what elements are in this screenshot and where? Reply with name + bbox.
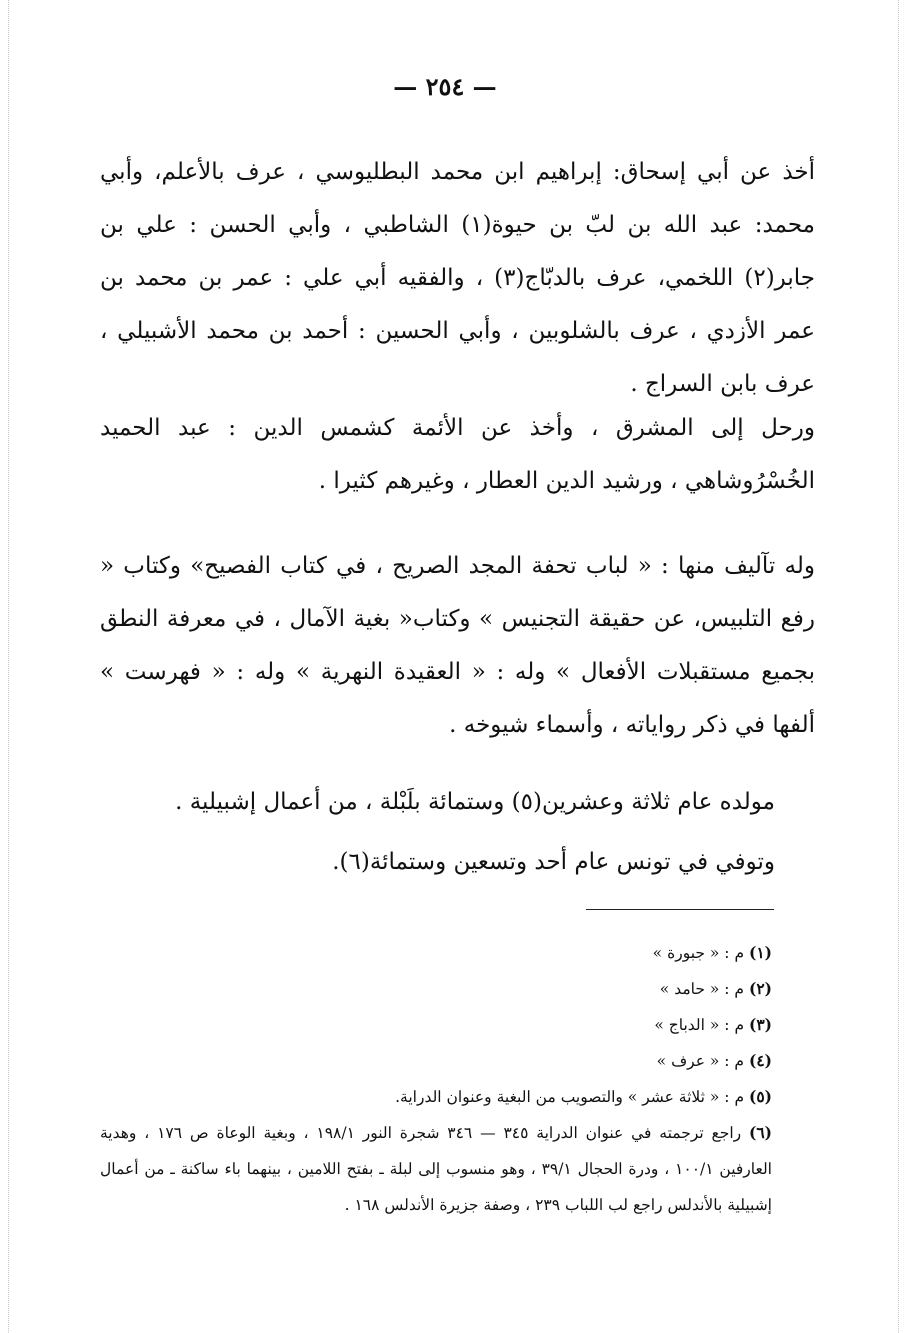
paragraph-death: وتوفي في تونس عام أحد وتسعين وستمائة(٦). [332,849,775,875]
footnote-number: (٣) [748,1015,772,1034]
footnote-number: (٢) [748,979,772,998]
paragraph-works: وله تآليف منها : « لباب تحفة المجد الصريح ، في كتاب الفصيح» وكتاب « رفع التلبيس، عن حقيقة التجنيس » وكتاب« بغية الآمال ، في معرفة النطق بجميع مستقبلات الأفعال » وله : « العقيدة النهرية » وله : « فهرست » ألفها في ذكر رواياته ، وأسماء شيوخه . [100,553,815,738]
footnote-3 [100,1007,772,1043]
footnotes [100,935,772,1223]
page-number: — ٢٥٤ — [393,72,497,101]
footnote-4 [100,1043,772,1079]
footnote-text: م : « عرف » [656,1052,745,1070]
footnote-6 [100,1115,772,1223]
footnote-1 [100,935,772,971]
footnote-separator [586,909,774,910]
paragraph-birth: مولده عام ثلاثة وعشرين(٥) وستمائة بلَبْلة ، من أعمال إشبيلية . [175,789,775,815]
footnote-2 [100,971,772,1007]
scan-guide-line [8,0,9,1333]
footnote-number: (١) [748,943,772,962]
footnote-text: م : « جبورة » [652,944,745,962]
scan-guide-line [898,0,899,1333]
footnote-5 [100,1079,772,1115]
paragraph-travel: ورحل إلى المشرق ، وأخذ عن الأئمة كشمس الدين : عبد الحميد الخُسْرُوشاهي ، ورشيد الدين العطار ، وغيرهم كثيرا . [100,415,815,494]
footnote-number: (٦) [748,1123,772,1142]
paragraph-teachers: أخذ عن أبي إسحاق: إبراهيم ابن محمد البطليوسي ، عرف بالأعلم، وأبي محمد: عبد الله بن لبّ بن حيوة(١) الشاطبي ، وأبي الحسن : علي بن جابر(٢) اللخمي، عرف بالدبّاج(٣) ، والفقيه أبي علي : عمر بن محمد بن عمر الأزدي ، عرف بالشلوبين ، وأبي الحسين : أحمد بن محمد الأشبيلي ، عرف بابن السراج . [100,159,815,397]
footnote-number: (٤) [748,1051,772,1070]
footnote-text: م : « ثلاثة عشر » والتصويب من البغية وعنوان الدراية. [395,1088,745,1106]
footnote-text: م : « الدباج » [654,1016,745,1034]
footnote-number: (٥) [748,1087,772,1106]
footnote-text: راجع ترجمته في عنوان الدراية ٣٤٥ — ٣٤٦ شجرة النور ١٩٨/١ ، وبغية الوعاة ص ١٧٦ ، وهدية العارفين ١٠٠/١ ، ودرة الحجال ٣٩/١ ، وهو منسوب إلى لبلة ـ بفتح اللامين ، بينهما باء ساكنة ـ من أعمال إشبيلية بالأندلس راجع لب اللباب ٢٣٩ ، وصفة جزيرة الأندلس ١٦٨ . [100,1124,772,1214]
footnote-text: م : « حامد » [659,980,745,998]
